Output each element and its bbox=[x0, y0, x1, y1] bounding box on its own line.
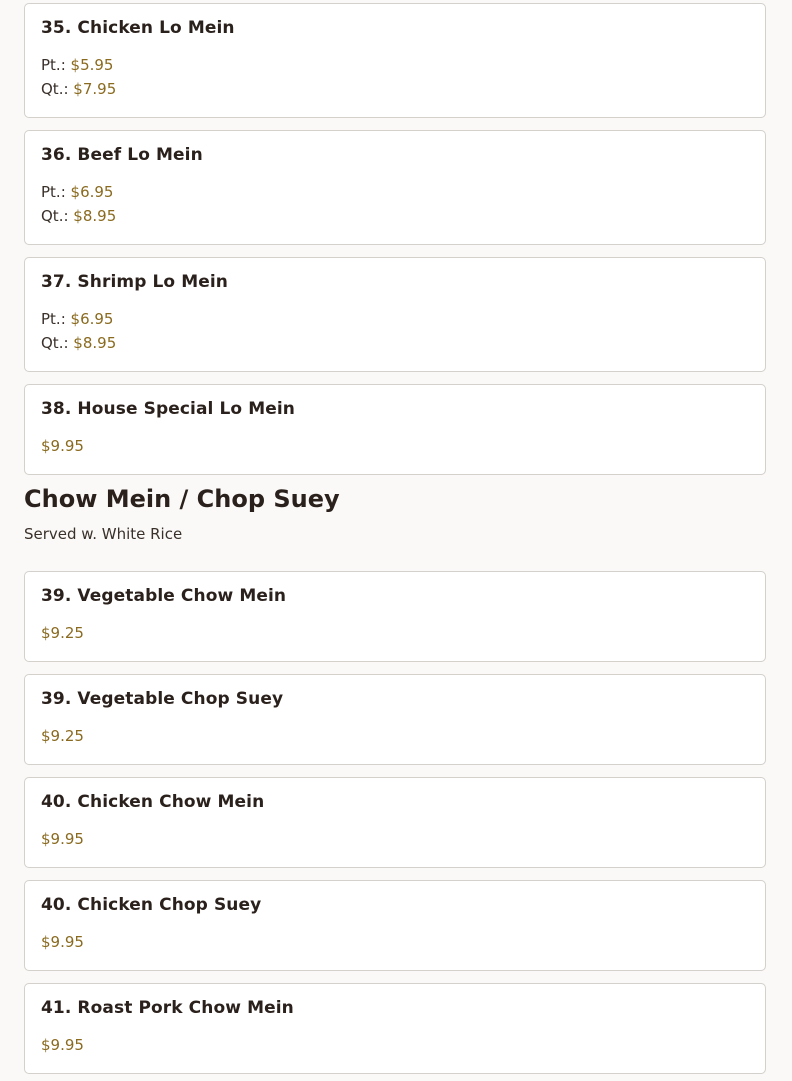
menu-item-price-row bbox=[41, 727, 84, 745]
menu-item-name: 40. Chicken Chow Mein bbox=[41, 792, 265, 812]
menu-item-name: 39. Vegetable Chop Suey bbox=[41, 689, 284, 709]
menu-item-size-row bbox=[41, 183, 113, 201]
menu-item-price: $8.95 bbox=[73, 334, 117, 352]
menu-item-price-row bbox=[41, 624, 84, 642]
menu-item-price: $9.25 bbox=[41, 624, 84, 642]
menu-item-name: 37. Shrimp Lo Mein bbox=[41, 272, 228, 292]
menu-item-name: 36. Beef Lo Mein bbox=[41, 145, 203, 165]
menu-item-card[interactable] bbox=[24, 880, 766, 971]
menu-item-card[interactable] bbox=[24, 384, 766, 475]
menu-item-name: 40. Chicken Chop Suey bbox=[41, 895, 262, 915]
section-subtitle: Served w. White Rice bbox=[24, 525, 183, 543]
size-label: Pt.: bbox=[41, 183, 66, 201]
menu-item-card[interactable] bbox=[24, 777, 766, 868]
menu-item-name: 39. Vegetable Chow Mein bbox=[41, 586, 287, 606]
menu-item-price: $6.95 bbox=[70, 183, 114, 201]
menu-item-size-row bbox=[41, 56, 113, 74]
menu-item-card[interactable] bbox=[24, 983, 766, 1074]
menu-item-card[interactable] bbox=[24, 571, 766, 662]
section-title: Chow Mein / Chop Suey bbox=[24, 485, 340, 513]
menu-item-card[interactable] bbox=[24, 130, 766, 245]
menu-item-price-row bbox=[41, 437, 84, 455]
size-label: Qt.: bbox=[41, 334, 69, 352]
menu-item-size-row bbox=[41, 80, 116, 98]
menu-item-price: $6.95 bbox=[70, 310, 114, 328]
size-label: Qt.: bbox=[41, 207, 69, 225]
menu-item-size-row bbox=[41, 207, 116, 225]
menu-item-price: $9.95 bbox=[41, 437, 84, 455]
menu-item-price: $9.95 bbox=[41, 1036, 84, 1054]
menu-item-price: $9.25 bbox=[41, 727, 84, 745]
size-label: Pt.: bbox=[41, 310, 66, 328]
menu-item-size-row bbox=[41, 334, 116, 352]
menu-item-price: $9.95 bbox=[41, 830, 84, 848]
menu-item-price-row bbox=[41, 933, 84, 951]
menu-item-name: 41. Roast Pork Chow Mein bbox=[41, 998, 294, 1018]
menu-item-card[interactable] bbox=[24, 674, 766, 765]
menu-item-price: $8.95 bbox=[73, 207, 117, 225]
menu-item-price-row bbox=[41, 1036, 84, 1054]
menu-item-name: 38. House Special Lo Mein bbox=[41, 399, 295, 419]
menu-item-name: 35. Chicken Lo Mein bbox=[41, 18, 235, 38]
menu-item-price: $9.95 bbox=[41, 933, 84, 951]
menu-item-price-row bbox=[41, 830, 84, 848]
menu-item-size-row bbox=[41, 310, 113, 328]
menu-item-card[interactable] bbox=[24, 3, 766, 118]
size-label: Pt.: bbox=[41, 56, 66, 74]
menu-item-card[interactable] bbox=[24, 257, 766, 372]
size-label: Qt.: bbox=[41, 80, 69, 98]
menu-item-price: $5.95 bbox=[70, 56, 114, 74]
menu-item-price: $7.95 bbox=[73, 80, 117, 98]
